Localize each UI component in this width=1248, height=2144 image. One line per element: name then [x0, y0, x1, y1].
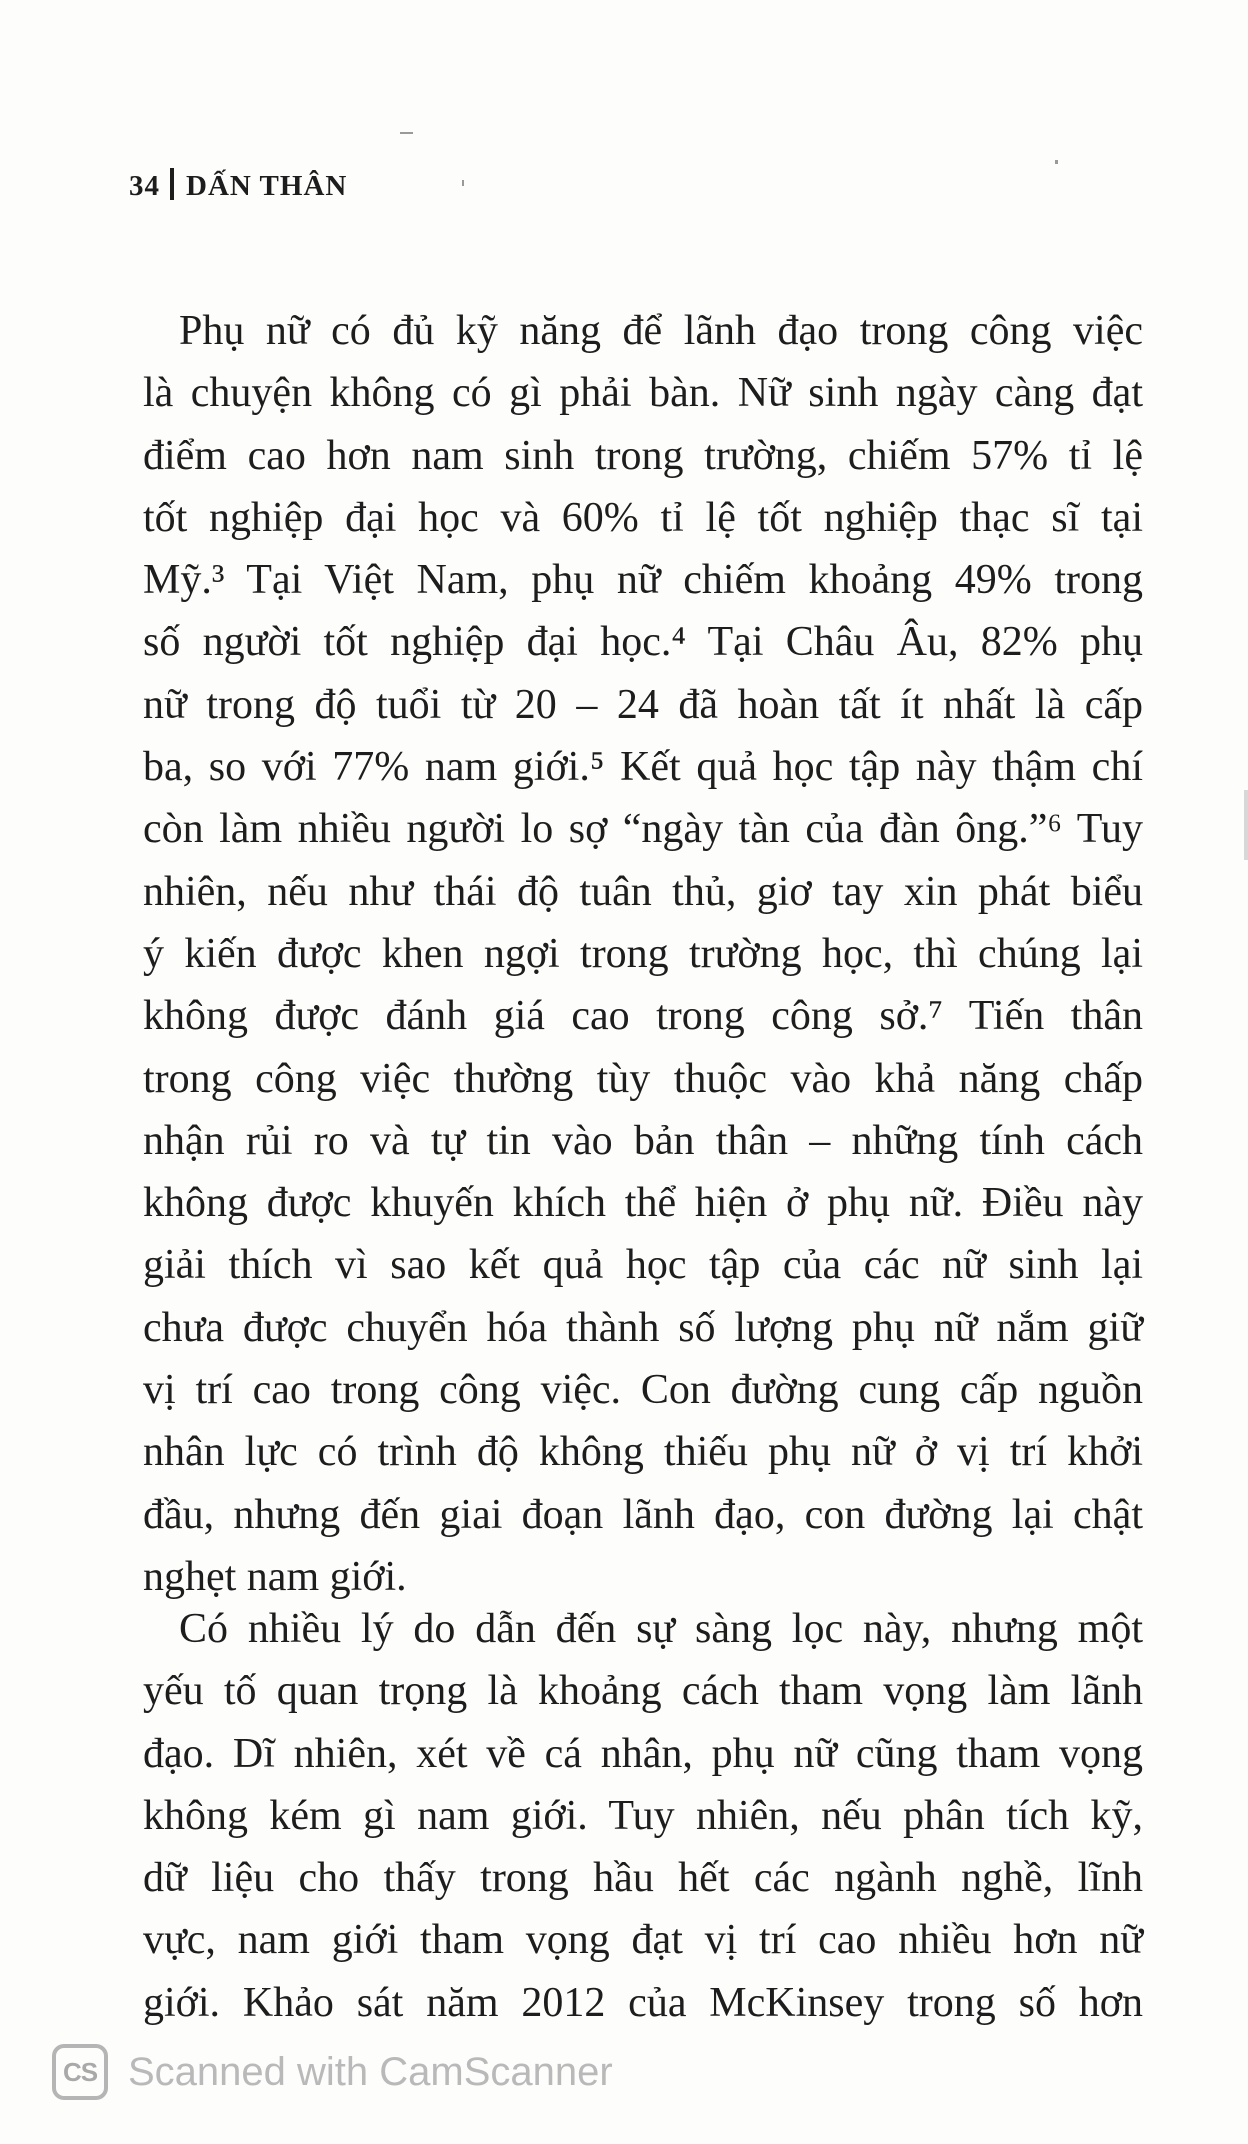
- text-line: đầu, nhưng đến giai đoạn lãnh đạo, con đường lại chật: [143, 1491, 1143, 1538]
- scan-speck: [462, 180, 464, 186]
- text-line: trong công việc thường tùy thuộc vào khả năng chấp: [143, 1055, 1143, 1102]
- text-line: nghẹt nam giới.: [143, 1553, 407, 1600]
- book-title: DẤN THÂN: [186, 170, 348, 202]
- paragraph-2: [143, 1598, 1143, 2034]
- text-line: nhiên, nếu như thái độ tuân thủ, giơ tay xin phát biểu: [143, 868, 1143, 915]
- watermark-text: Scanned with CamScanner: [128, 2049, 613, 2094]
- text-line: dữ liệu cho thấy trong hầu hết các ngành nghề, lĩnh: [143, 1855, 1143, 1902]
- text-line: không được đánh giá cao trong công sở.⁷ Tiến thân: [143, 993, 1143, 1040]
- text-line: vực, nam giới tham vọng đạt vị trí cao nhiều hơn nữ: [143, 1917, 1143, 1964]
- text-line: điểm cao hơn nam sinh trong trường, chiếm 57% tỉ lệ: [143, 432, 1143, 479]
- text-line: giới. Khảo sát năm 2012 của McKinsey trong số hơn: [143, 1979, 1143, 2026]
- scan-speck: [1244, 790, 1248, 860]
- text-line: số người tốt nghiệp đại học.⁴ Tại Châu Âu, 82% phụ: [143, 619, 1143, 666]
- text-line: yếu tố quan trọng là khoảng cách tham vọng làm lãnh: [143, 1668, 1143, 1715]
- scan-speck: [1055, 160, 1058, 164]
- camscanner-logo-icon: CS: [52, 2044, 108, 2100]
- text-line: chưa được chuyển hóa thành số lượng phụ nữ nắm giữ: [143, 1304, 1143, 1351]
- text-line: Phụ nữ có đủ kỹ năng để lãnh đạo trong công việc: [179, 308, 1143, 354]
- text-line: nhân lực có trình độ không thiếu phụ nữ ở vị trí khởi: [143, 1429, 1143, 1476]
- text-line: ý kiến được khen ngợi trong trường học, thì chúng lại: [143, 930, 1143, 977]
- text-line: tốt nghiệp đại học và 60% tỉ lệ tốt nghiệp thạc sĩ tại: [143, 494, 1143, 541]
- text-line: là chuyện không có gì phải bàn. Nữ sinh ngày càng đạt: [143, 370, 1143, 417]
- text-line: nhận rủi ro và tự tin vào bản thân – những tính cách: [143, 1117, 1143, 1164]
- text-line: nữ trong độ tuổi từ 20 – 24 đã hoàn tất ít nhất là cấp: [143, 681, 1143, 728]
- scan-speck: [400, 132, 413, 134]
- text-line: đạo. Dĩ nhiên, xét về cá nhân, phụ nữ cũng tham vọng: [143, 1730, 1143, 1777]
- page-number: 34: [129, 170, 160, 202]
- text-line: vị trí cao trong công việc. Con đường cung cấp nguồn: [143, 1367, 1143, 1414]
- text-line: không kém gì nam giới. Tuy nhiên, nếu phân tích kỹ,: [143, 1792, 1143, 1839]
- text-line: giải thích vì sao kết quả học tập của các nữ sinh lại: [143, 1242, 1143, 1289]
- camscanner-watermark: [52, 2040, 613, 2104]
- paragraph-1: [143, 300, 1143, 1608]
- text-line: Mỹ.³ Tại Việt Nam, phụ nữ chiếm khoảng 49% trong: [143, 557, 1143, 604]
- text-line: không được khuyến khích thể hiện ở phụ nữ. Điều này: [143, 1180, 1143, 1227]
- text-line: ba, so với 77% nam giới.⁵ Kết quả học tập này thậm chí: [143, 744, 1143, 791]
- text-line: Có nhiều lý do dẫn đến sự sàng lọc này, nhưng một: [179, 1606, 1143, 1652]
- text-line: còn làm nhiều người lo sợ “ngày tàn của đàn ông.”⁶ Tuy: [143, 806, 1143, 853]
- header-separator: [170, 168, 174, 200]
- running-head: [129, 168, 347, 203]
